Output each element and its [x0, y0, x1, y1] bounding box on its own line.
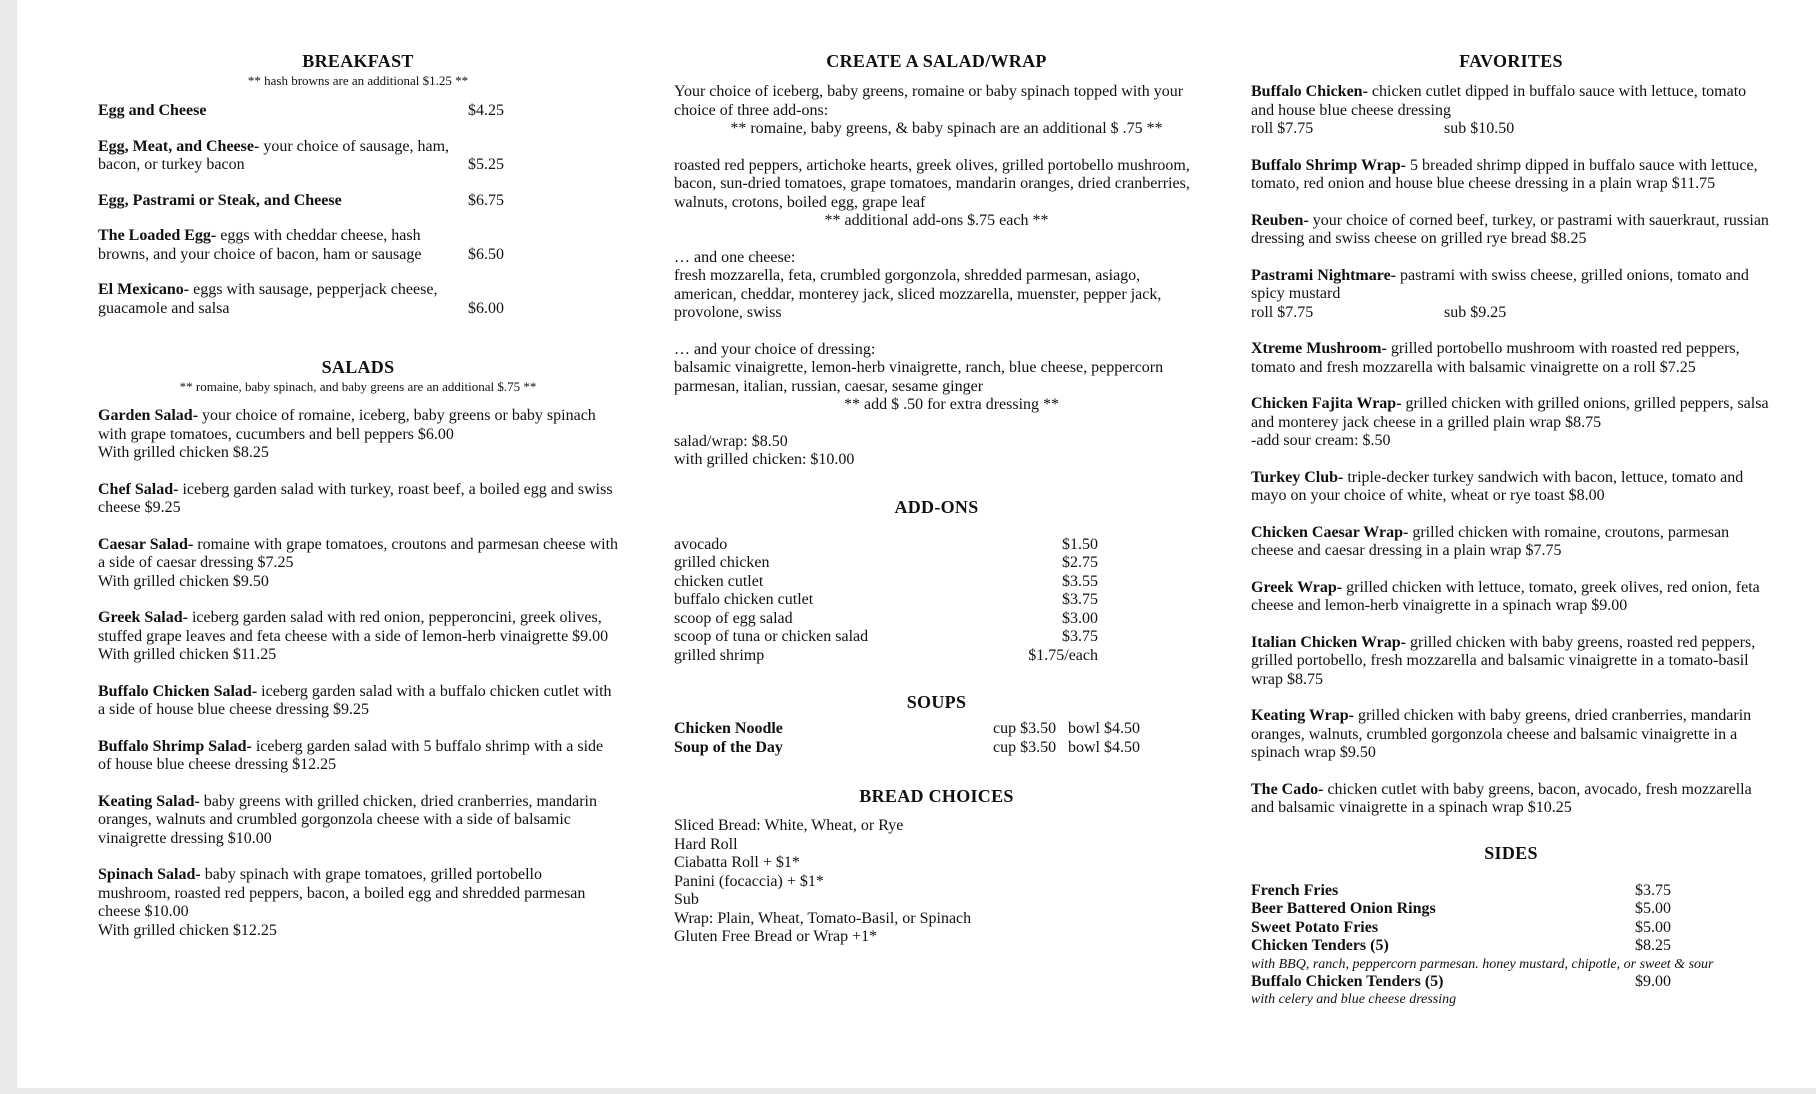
- dressing-list: balsamic vinaigrette, lemon-herb vinaigrette, ranch, blue cheese, peppercorn parmesan, italian, russian, caesar, sesame ginger: [674, 359, 1164, 395]
- favorite-item: [1251, 395, 1771, 451]
- right-column: [1251, 50, 1771, 1008]
- breakfast-item: [98, 192, 618, 211]
- salad-item-chicken-price: With grilled chicken $8.25: [98, 444, 269, 461]
- sides-heading: SIDES: [1484, 842, 1538, 863]
- salad-item-desc: iceberg garden salad with turkey, roast beef, a boiled egg and swiss cheese $9.25: [98, 480, 613, 516]
- favorite-item: [1251, 212, 1771, 249]
- favorite-item-desc: triple-decker turkey sandwich with bacon, lettuce, tomato and mayo on your choice of white, wheat or rye toast $8.00: [1251, 468, 1744, 504]
- side-price: $8.25: [1635, 937, 1671, 954]
- favorite-item-name: Italian Chicken Wrap-: [1251, 633, 1406, 651]
- soup-cup-price: cup $3.50: [993, 738, 1057, 756]
- addon-name: buffalo chicken cutlet: [674, 591, 814, 608]
- addon-row: [674, 536, 1199, 555]
- bread-option: Panini (focaccia) + $1*: [674, 872, 824, 890]
- soup-bowl-price: bowl $4.50: [1068, 738, 1140, 756]
- breakfast-item: [98, 227, 618, 264]
- salad-item: [98, 609, 618, 665]
- side-note: with BBQ, ranch, peppercorn parmesan. honey mustard, chipotle, or sweet & sour: [1251, 956, 1714, 972]
- create-addons-note: ** additional add-ons $.75 each **: [824, 212, 1049, 229]
- favorite-item-desc: grilled chicken with grilled onions, grilled peppers, salsa and monterey jack cheese in a grilled plain wrap $8.75: [1251, 395, 1769, 431]
- salads-heading: SALADS: [321, 357, 395, 377]
- side-price: $5.00: [1635, 918, 1671, 936]
- cheese-heading: … and one cheese:: [674, 248, 796, 266]
- breakfast-item: [98, 281, 618, 318]
- addon-row: [674, 647, 1199, 666]
- salad-item: [98, 481, 618, 518]
- side-name: Buffalo Chicken Tenders (5): [1251, 972, 1444, 990]
- bread-option: Ciabatta Roll + $1*: [674, 854, 800, 871]
- addon-name: grilled shrimp: [674, 646, 765, 664]
- salad-item: [98, 738, 618, 775]
- favorite-item-desc: chicken cutlet dipped in buffalo sauce with lettuce, tomato and house blue cheese dressing: [1251, 83, 1747, 119]
- breakfast-item-text: [98, 281, 468, 318]
- favorite-item-name: Greek Wrap-: [1251, 578, 1343, 596]
- favorite-item-desc: pastrami with swiss cheese, grilled onions, tomato and spicy mustard: [1251, 266, 1749, 302]
- favorite-item: [1251, 340, 1771, 377]
- salad-item: [98, 793, 618, 849]
- addon-row: [674, 573, 1199, 592]
- favorite-item-addon: -add sour cream: $.50: [1251, 432, 1391, 449]
- favorite-item: [1251, 707, 1771, 763]
- soup-row: [674, 720, 1199, 739]
- roll-price: roll $7.75: [1251, 120, 1314, 137]
- salad-item-desc: baby greens with grilled chicken, dried cranberries, mandarin oranges, walnuts and crumbled gorgonzola cheese with a side of balsamic vinaigrette dressing $10.00: [98, 792, 597, 847]
- favorite-item-desc: grilled chicken with romaine, croutons, parmesan cheese and caesar dressing in a plain wrap $7.75: [1251, 523, 1730, 559]
- breakfast-item-desc: eggs with sausage, pepperjack cheese, guacamole and salsa: [98, 281, 438, 317]
- breakfast-item-name: El Mexicano-: [98, 281, 190, 298]
- soup-name: Soup of the Day: [674, 738, 783, 756]
- addon-name: scoop of egg salad: [674, 609, 793, 627]
- salad-item-desc: baby spinach with grape tomatoes, grilled portobello mushroom, roasted red peppers, bacon, a boiled egg and shredded parmesan cheese $10.00: [98, 866, 586, 920]
- addons-list: [674, 536, 1199, 666]
- salad-item: [98, 407, 618, 463]
- favorite-item-sizes: [1251, 304, 1771, 323]
- addon-row: [674, 628, 1199, 647]
- salad-item-name: Caesar Salad-: [98, 535, 194, 553]
- breakfast-item-price: $5.25: [468, 156, 504, 173]
- salad-item-desc: iceberg garden salad with 5 buffalo shrimp with a side of house blue cheese dressing $12.25: [98, 737, 604, 773]
- side-row: [1251, 937, 1771, 956]
- side-note: with celery and blue cheese dressing: [1251, 992, 1457, 1007]
- favorite-item: [1251, 469, 1771, 506]
- salad-item: [98, 683, 618, 720]
- bread-option: Sliced Bread: White, Wheat, or Rye: [674, 817, 904, 834]
- breakfast-note: ** hash browns are an additional $1.25 **: [247, 73, 469, 88]
- roll-price: roll $7.75: [1251, 303, 1314, 321]
- breakfast-list: [98, 102, 618, 318]
- create-price-chicken: with grilled chicken: $10.00: [674, 451, 855, 468]
- favorite-item-desc: your choice of corned beef, turkey, or pastrami with sauerkraut, russian dressing and swiss cheese on grilled rye bread $8.25: [1251, 211, 1769, 247]
- favorites-heading: FAVORITES: [1459, 51, 1563, 71]
- side-name: Chicken Tenders (5): [1251, 937, 1389, 954]
- favorite-item-name: Chicken Caesar Wrap-: [1251, 523, 1409, 541]
- salad-item-chicken-price: With grilled chicken $11.25: [98, 646, 277, 663]
- addon-name: grilled chicken: [674, 554, 770, 571]
- addon-price: $3.75: [1062, 628, 1098, 645]
- soup-cup-price: cup $3.50: [993, 720, 1057, 737]
- favorite-item: [1251, 579, 1771, 616]
- favorite-item-desc: 5 breaded shrimp dipped in buffalo sauce with lettuce, tomato, red onion and house blue cheese dressing in a plain wrap $11.75: [1251, 156, 1758, 192]
- favorite-item-desc: grilled chicken with lettuce, tomato, greek olives, red onion, feta cheese and lemon-herb vinaigrette in a spinach wrap $9.00: [1251, 578, 1760, 614]
- salad-item-name: Garden Salad-: [98, 407, 199, 424]
- addon-row: [674, 610, 1199, 629]
- side-name: Beer Battered Onion Rings: [1251, 900, 1436, 917]
- breakfast-item-name: The Loaded Egg-: [98, 227, 217, 244]
- sub-price: sub $10.50: [1444, 120, 1515, 137]
- favorite-item: [1251, 83, 1771, 139]
- addon-name: chicken cutlet: [674, 572, 764, 590]
- salad-item-name: Greek Salad-: [98, 609, 188, 626]
- bread-option: Hard Roll: [674, 835, 738, 853]
- salad-item-chicken-price: With grilled chicken $12.25: [98, 921, 277, 939]
- addons-heading: ADD-ONS: [894, 496, 979, 517]
- salad-item-name: Spinach Salad-: [98, 866, 201, 883]
- create-intro: Your choice of iceberg, baby greens, romaine or baby spinach topped with your choice of three add-ons:: [674, 83, 1184, 119]
- breakfast-item-text: [98, 227, 468, 264]
- dressing-note: ** add $ .50 for extra dressing **: [843, 396, 1060, 413]
- favorite-item-name: Chicken Fajita Wrap-: [1251, 395, 1402, 412]
- favorite-item: [1251, 524, 1771, 561]
- side-row: [1251, 919, 1771, 938]
- soup-name: Chicken Noodle: [674, 720, 783, 737]
- addon-price: $1.50: [1062, 535, 1098, 553]
- salad-item-desc: romaine with grape tomatoes, croutons and parmesan cheese with a side of caesar dressing $7.25: [98, 535, 619, 571]
- breakfast-item-price: $4.25: [468, 102, 504, 119]
- side-row: [1251, 973, 1771, 992]
- favorite-item-name: Keating Wrap-: [1251, 707, 1354, 724]
- salad-item-desc: iceberg garden salad with a buffalo chicken cutlet with a side of house blue cheese dressing $9.25: [98, 682, 612, 718]
- salad-item-name: Buffalo Chicken Salad-: [98, 682, 258, 700]
- addon-price: $1.75/each: [1028, 646, 1098, 664]
- breakfast-item-desc: eggs with cheddar cheese, hash browns, and your choice of bacon, ham or sausage: [98, 227, 422, 263]
- favorite-item-name: The Cado-: [1251, 780, 1324, 798]
- create-heading: CREATE A SALAD/WRAP: [826, 51, 1047, 71]
- addon-name: scoop of tuna or chicken salad: [674, 628, 869, 645]
- breakfast-item-desc: your choice of sausage, ham, bacon, or turkey bacon: [98, 137, 450, 173]
- breakfast-item-name: Egg, Meat, and Cheese-: [98, 137, 260, 155]
- breakfast-item-name: Egg, Pastrami or Steak, and Cheese: [98, 191, 342, 209]
- salad-item-desc: your choice of romaine, iceberg, baby greens or baby spinach with grape tomatoes, cucumbers and bell peppers $6.00: [98, 407, 596, 443]
- favorite-item-desc: grilled portobello mushroom with roasted red peppers, tomato and fresh mozzarella with balsamic vinaigrette on a roll $7.25: [1251, 340, 1740, 376]
- salads-note: ** romaine, baby spinach, and baby greens are an additional $.75 **: [179, 379, 537, 394]
- favorite-item: [1251, 634, 1771, 690]
- favorite-item-desc: chicken cutlet with baby greens, bacon, avocado, fresh mozzarella and balsamic vinaigrette in a spinach wrap $10.25: [1251, 780, 1752, 816]
- breakfast-item-name: Egg and Cheese: [98, 102, 207, 119]
- side-price: $5.00: [1635, 900, 1671, 917]
- favorite-item-name: Pastrami Nightmare-: [1251, 266, 1396, 284]
- breakfast-item-price: $6.00: [468, 299, 504, 317]
- breakfast-item-text: [98, 192, 468, 211]
- addon-price: $2.75: [1062, 554, 1098, 571]
- favorite-item-name: Buffalo Shrimp Wrap-: [1251, 156, 1406, 174]
- breakfast-item: [98, 138, 618, 175]
- salad-item-chicken-price: With grilled chicken $9.50: [98, 572, 269, 590]
- bread-option: Wrap: Plain, Wheat, Tomato-Basil, or Spinach: [674, 909, 972, 927]
- addon-price: $3.55: [1062, 572, 1098, 590]
- favorite-item-desc: grilled chicken with baby greens, roasted red peppers, grilled portobello, fresh mozzarella and balsamic vinaigrette in a tomato-basil wrap $8.75: [1251, 633, 1756, 688]
- side-name: Sweet Potato Fries: [1251, 918, 1379, 936]
- addon-row: [674, 554, 1199, 573]
- create-price: salad/wrap: $8.50: [674, 432, 788, 450]
- salad-item-name: Chef Salad-: [98, 480, 179, 498]
- breakfast-item-price: $6.75: [468, 191, 504, 209]
- side-row: [1251, 900, 1771, 919]
- soup-row: [674, 739, 1199, 758]
- addon-price: $3.00: [1062, 609, 1098, 627]
- dressing-heading: … and your choice of dressing:: [674, 340, 876, 358]
- breakfast-item-text: [98, 138, 468, 175]
- breakfast-item-price: $6.50: [468, 245, 504, 263]
- addon-price: $3.75: [1062, 591, 1098, 608]
- bread-heading: BREAD CHOICES: [859, 786, 1014, 806]
- favorite-item-sizes: [1251, 120, 1771, 139]
- salad-item-desc: iceberg garden salad with red onion, pepperoncini, greek olives, stuffed grape leaves and feta cheese with a side of lemon-herb vinaigrette $9.00: [98, 609, 609, 645]
- favorite-item: [1251, 781, 1771, 818]
- bread-list: [674, 817, 1199, 947]
- sub-price: sub $9.25: [1444, 303, 1507, 321]
- breakfast-item: [98, 102, 618, 121]
- favorite-item-name: Reuben-: [1251, 211, 1309, 229]
- salad-item-name: Buffalo Shrimp Salad-: [98, 737, 252, 755]
- side-price: $3.75: [1635, 881, 1671, 899]
- left-column: [98, 50, 618, 940]
- salad-item: [98, 866, 618, 940]
- soup-bowl-price: bowl $4.50: [1068, 720, 1140, 737]
- addon-row: [674, 591, 1199, 610]
- breakfast-item-text: [98, 102, 468, 121]
- salads-list: [98, 407, 618, 940]
- favorite-item-name: Turkey Club-: [1251, 468, 1344, 486]
- addon-name: avocado: [674, 535, 728, 553]
- bread-option: Gluten Free Bread or Wrap +1*: [674, 928, 878, 945]
- side-row: [1251, 882, 1771, 901]
- create-addons-list: roasted red peppers, artichoke hearts, greek olives, grilled portobello mushroom, bacon, sun-dried tomatoes, grape tomatoes, mandarin oranges, dried cranberries, walnuts, crotons, boiled egg, grape leaf: [674, 156, 1190, 211]
- breakfast-heading: BREAKFAST: [302, 51, 414, 71]
- create-intro-note: ** romaine, baby greens, & baby spinach are an additional $ .75 **: [730, 120, 1163, 137]
- soups-list: [674, 720, 1199, 757]
- favorite-item: [1251, 267, 1771, 323]
- favorite-item-desc: grilled chicken with baby greens, dried cranberries, mandarin oranges, walnuts, crumbled gorgonzola cheese and balsamic vinaigrette in a spinach wrap $9.50: [1251, 707, 1752, 761]
- sides-list: [1251, 882, 1771, 1009]
- side-price: $9.00: [1635, 972, 1671, 990]
- favorite-item-name: Buffalo Chicken-: [1251, 83, 1368, 100]
- soups-heading: SOUPS: [906, 692, 967, 712]
- favorite-item: [1251, 157, 1771, 194]
- bread-option: Sub: [674, 891, 699, 908]
- salad-item: [98, 536, 618, 592]
- cheese-list: fresh mozzarella, feta, crumbled gorgonzola, shredded parmesan, asiago, american, cheddar, monterey jack, sliced mozzarella, muenster, pepper jack, provolone, swiss: [674, 267, 1162, 321]
- favorites-list: [1251, 83, 1771, 818]
- middle-column: [674, 50, 1199, 947]
- side-name: French Fries: [1251, 881, 1339, 899]
- favorite-item-name: Xtreme Mushroom-: [1251, 340, 1387, 357]
- menu-page: [17, 0, 1816, 1088]
- salad-item-name: Keating Salad-: [98, 792, 200, 810]
